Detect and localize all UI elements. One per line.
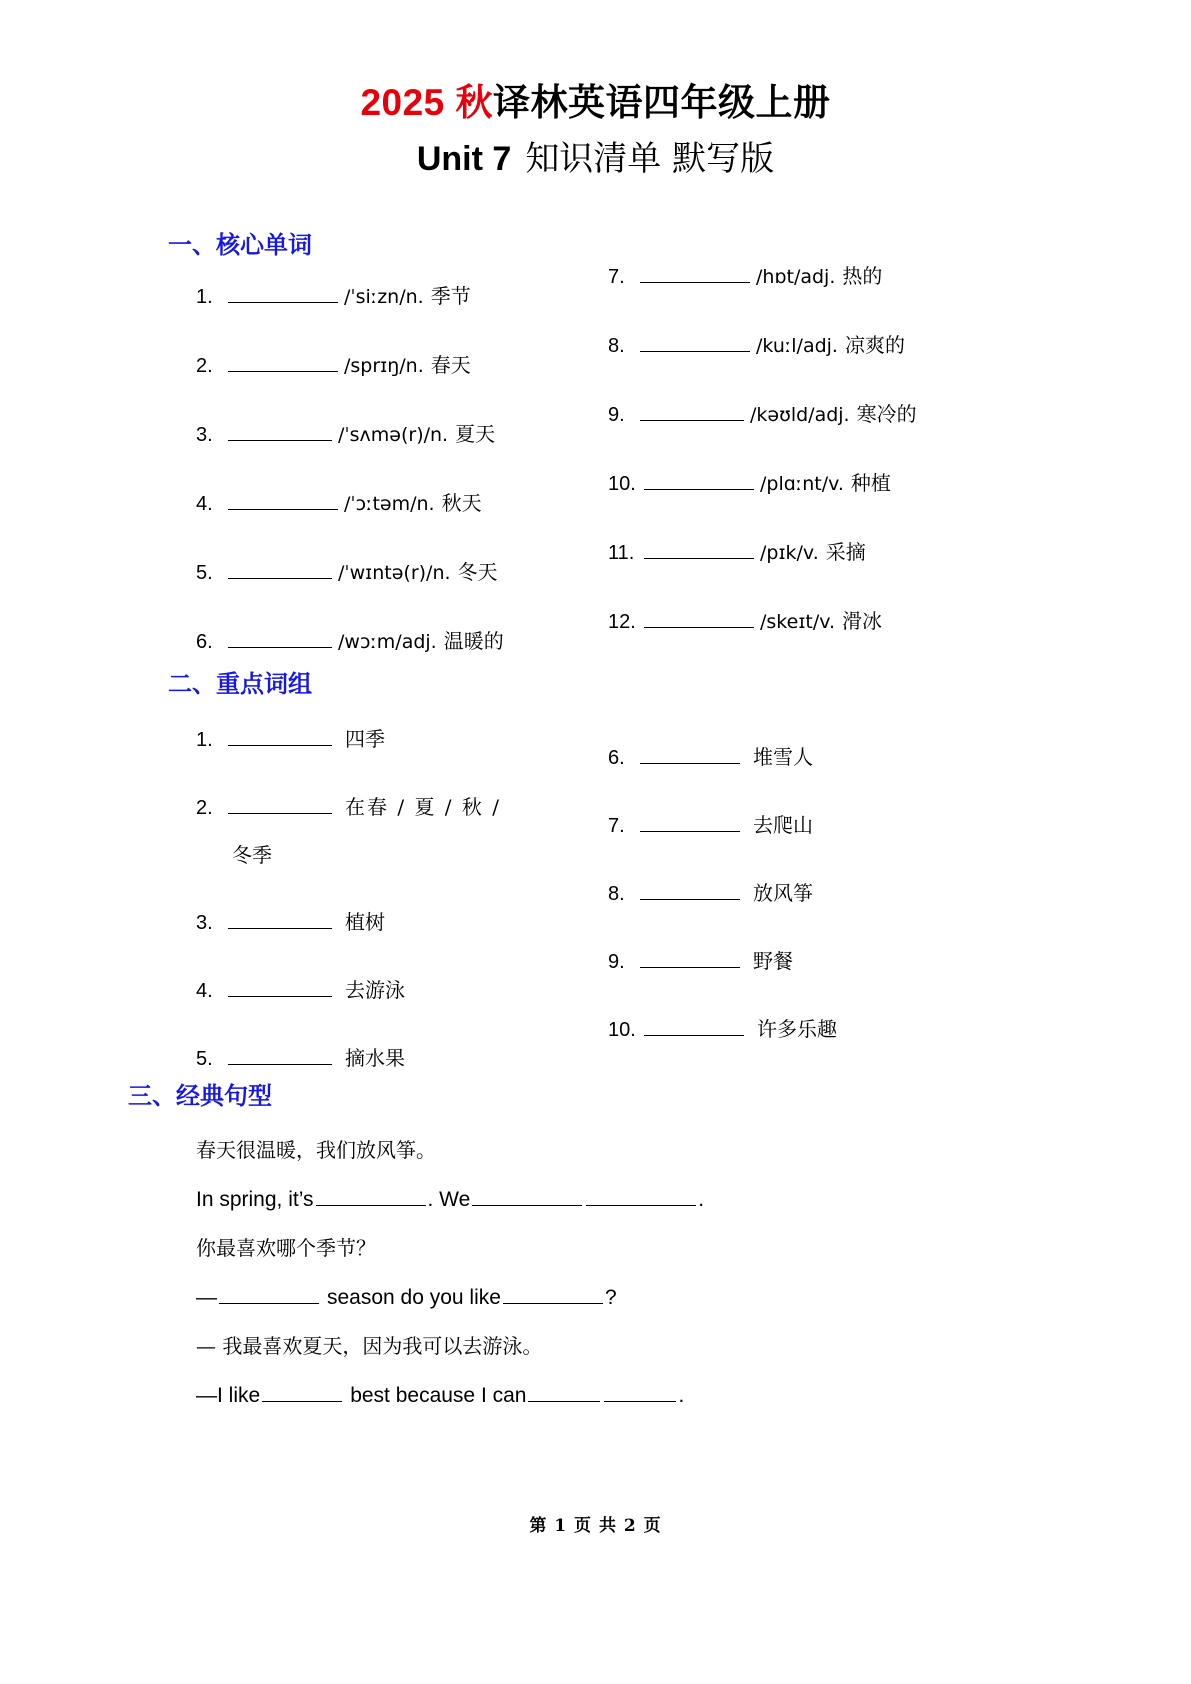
- word-number: 7.: [608, 265, 625, 288]
- word-number: 10.: [608, 472, 636, 495]
- sentence-english: [196, 1185, 1191, 1213]
- key-phrases-left-column: [196, 725, 596, 1072]
- sentence-chinese: 你最喜欢哪个季节？: [196, 1236, 376, 1261]
- word-item: [608, 538, 1038, 566]
- answer-blank[interactable]: [228, 420, 332, 441]
- word-meaning: 春天: [430, 352, 471, 377]
- phrase-item: [608, 947, 1038, 975]
- phrase-number: 4.: [196, 979, 213, 1002]
- answer-blank[interactable]: [228, 725, 332, 746]
- word-item: [196, 282, 596, 310]
- section-heading-core-words: 一、核心单词: [168, 229, 312, 259]
- word-item: [196, 627, 596, 655]
- section-heading-key-phrases: 二、重点词组: [168, 668, 312, 698]
- word-item: [608, 469, 1038, 497]
- phrase-number: 7.: [608, 814, 625, 837]
- answer-blank[interactable]: [640, 331, 750, 352]
- title-line-2: [0, 134, 1191, 185]
- sentence-chinese: — 我最喜欢夏天，因为我可以去游泳。: [196, 1334, 543, 1359]
- sentence-english: [196, 1381, 1191, 1409]
- word-meaning: 季节: [430, 283, 471, 308]
- answer-blank[interactable]: [228, 627, 332, 648]
- phrase-number: 9.: [608, 950, 625, 973]
- title-textbook: 译林英语四年级上册: [493, 82, 831, 123]
- word-number: 1.: [196, 285, 213, 308]
- word-number: 4.: [196, 492, 213, 515]
- word-item: [196, 489, 596, 517]
- word-item: [196, 558, 596, 586]
- title-unit: Unit 7: [416, 139, 512, 178]
- word-item: [196, 351, 596, 379]
- phrase-meaning: 在春 / 夏 / 秋 /: [345, 794, 502, 819]
- word-phonetic: /sprɪŋ/n.: [344, 354, 424, 377]
- phrase-number: 5.: [196, 1047, 213, 1070]
- phrase-meaning: 四季: [345, 726, 385, 751]
- word-meaning: 冬天: [457, 559, 498, 584]
- answer-blank[interactable]: [644, 469, 754, 490]
- sentence-part-a: —I like: [196, 1384, 261, 1408]
- answer-blank[interactable]: [228, 351, 338, 372]
- word-meaning: 秋天: [441, 490, 482, 515]
- core-words-left-column: [196, 282, 596, 655]
- phrase-number: 10.: [608, 1018, 636, 1041]
- classic-sentences-list: [196, 1137, 1191, 1410]
- phrase-meaning: 放风筝: [753, 880, 813, 905]
- answer-blank[interactable]: [262, 1381, 342, 1402]
- word-phonetic: /hɒt/adj.: [756, 265, 836, 288]
- answer-blank[interactable]: [472, 1185, 582, 1206]
- phrase-meaning: 去爬山: [753, 812, 813, 837]
- word-item: [196, 420, 596, 448]
- answer-blank[interactable]: [644, 538, 754, 559]
- answer-blank[interactable]: [228, 908, 332, 929]
- answer-blank[interactable]: [316, 1185, 426, 1206]
- word-item: [608, 331, 1038, 359]
- phrase-number: 2.: [196, 796, 213, 819]
- phrase-item: [196, 908, 596, 936]
- phrase-meaning: 堆雪人: [753, 744, 813, 769]
- answer-blank[interactable]: [503, 1283, 603, 1304]
- answer-blank[interactable]: [640, 262, 750, 283]
- sentence-part-b: season do you like: [327, 1286, 501, 1310]
- answer-blank[interactable]: [640, 947, 740, 968]
- word-phonetic: /kuːl/adj.: [756, 334, 838, 357]
- answer-blank[interactable]: [228, 976, 332, 997]
- word-meaning: 寒冷的: [856, 401, 917, 426]
- phrase-number: 3.: [196, 911, 213, 934]
- sentence-chinese: 春天很温暖，我们放风筝。: [196, 1137, 436, 1162]
- phrase-item: [196, 1044, 596, 1072]
- word-number: 3.: [196, 423, 213, 446]
- page-title: [0, 0, 1191, 185]
- title-year-season: 2025 秋: [360, 82, 494, 123]
- phrase-item: [608, 811, 1038, 839]
- word-phonetic: /plɑːnt/v.: [760, 472, 844, 495]
- word-meaning: 采摘: [825, 539, 866, 564]
- answer-blank[interactable]: [228, 282, 338, 303]
- answer-blank[interactable]: [219, 1283, 319, 1304]
- answer-blank[interactable]: [228, 793, 332, 814]
- answer-blank[interactable]: [640, 811, 740, 832]
- word-meaning: 种植: [850, 470, 891, 495]
- word-phonetic: /wɔːm/adj.: [338, 630, 437, 653]
- phrase-item: [196, 793, 596, 868]
- phrase-item: [608, 879, 1038, 907]
- word-item: [608, 262, 1038, 290]
- sentence-part-a: —: [196, 1286, 217, 1310]
- word-phonetic: /skeɪt/v.: [760, 610, 836, 633]
- answer-blank[interactable]: [644, 1015, 744, 1036]
- answer-blank[interactable]: [228, 1044, 332, 1065]
- answer-blank[interactable]: [640, 879, 740, 900]
- word-number: 2.: [196, 354, 213, 377]
- word-meaning: 凉爽的: [844, 332, 905, 357]
- sentence-part-c: ?: [604, 1286, 617, 1310]
- word-meaning: 温暖的: [443, 628, 504, 653]
- phrase-meaning: 摘水果: [345, 1045, 405, 1070]
- word-phonetic: /pɪk/v.: [760, 541, 819, 564]
- word-phonetic: /kəʊld/adj.: [750, 403, 850, 426]
- title-line-1: [0, 78, 1191, 128]
- word-item: [608, 607, 1038, 635]
- word-meaning: 夏天: [455, 421, 496, 446]
- phrase-meaning: 野餐: [753, 948, 793, 973]
- word-meaning: 热的: [842, 263, 883, 288]
- word-phonetic: /ˈsiːzn/n.: [344, 285, 424, 308]
- sentence-english: [196, 1283, 1191, 1311]
- phrase-meaning: 植树: [345, 909, 385, 934]
- answer-blank[interactable]: [640, 400, 744, 421]
- key-phrases-right-column: [608, 743, 1038, 1043]
- phrase-item: [196, 976, 596, 1004]
- core-words-columns: [0, 263, 1191, 653]
- phrase-item: [196, 725, 596, 753]
- phrase-item: [608, 1015, 1038, 1043]
- phrase-number: 8.: [608, 882, 625, 905]
- word-number: 9.: [608, 403, 625, 426]
- phrase-meaning-continued: 冬季: [232, 842, 272, 867]
- word-meaning: 滑冰: [842, 608, 883, 633]
- sentence-part-a: In spring, it’s: [196, 1187, 314, 1211]
- section-heading-classic-sentences: 三、经典句型: [128, 1080, 272, 1110]
- phrase-number: 6.: [608, 746, 625, 769]
- word-number: 6.: [196, 630, 213, 653]
- answer-blank[interactable]: [604, 1381, 676, 1402]
- phrase-item: [608, 743, 1038, 771]
- word-phonetic: /ˈɔːtəm/n.: [344, 492, 435, 515]
- word-phonetic: /ˈsʌmə(r)/n.: [338, 423, 449, 446]
- answer-blank[interactable]: [586, 1185, 696, 1206]
- sentence-part-b: . We: [427, 1187, 471, 1211]
- title-subtitle: 知识清单 默写版: [525, 138, 775, 179]
- sentence-part-c: .: [678, 1384, 685, 1408]
- word-number: 12.: [608, 610, 636, 633]
- sentence-part-b: best because I can: [350, 1384, 527, 1408]
- word-phonetic: /ˈwɪntə(r)/n.: [338, 561, 451, 584]
- answer-blank[interactable]: [644, 607, 754, 628]
- phrase-number: 1.: [196, 728, 213, 751]
- answer-blank[interactable]: [228, 489, 338, 510]
- word-item: [608, 400, 1038, 428]
- page-footer: 第 1 页 共 2 页: [529, 1516, 662, 1536]
- word-number: 8.: [608, 334, 625, 357]
- answer-blank[interactable]: [528, 1381, 600, 1402]
- phrase-meaning: 许多乐趣: [757, 1016, 837, 1041]
- phrase-meaning: 去游泳: [345, 977, 405, 1002]
- sentence-part-c: .: [698, 1187, 705, 1211]
- word-number: 5.: [196, 561, 213, 584]
- core-words-right-column: [608, 262, 1038, 635]
- word-number: 11.: [608, 541, 635, 564]
- key-phrases-columns: [0, 725, 1191, 1070]
- answer-blank[interactable]: [640, 743, 740, 764]
- answer-blank[interactable]: [228, 558, 332, 579]
